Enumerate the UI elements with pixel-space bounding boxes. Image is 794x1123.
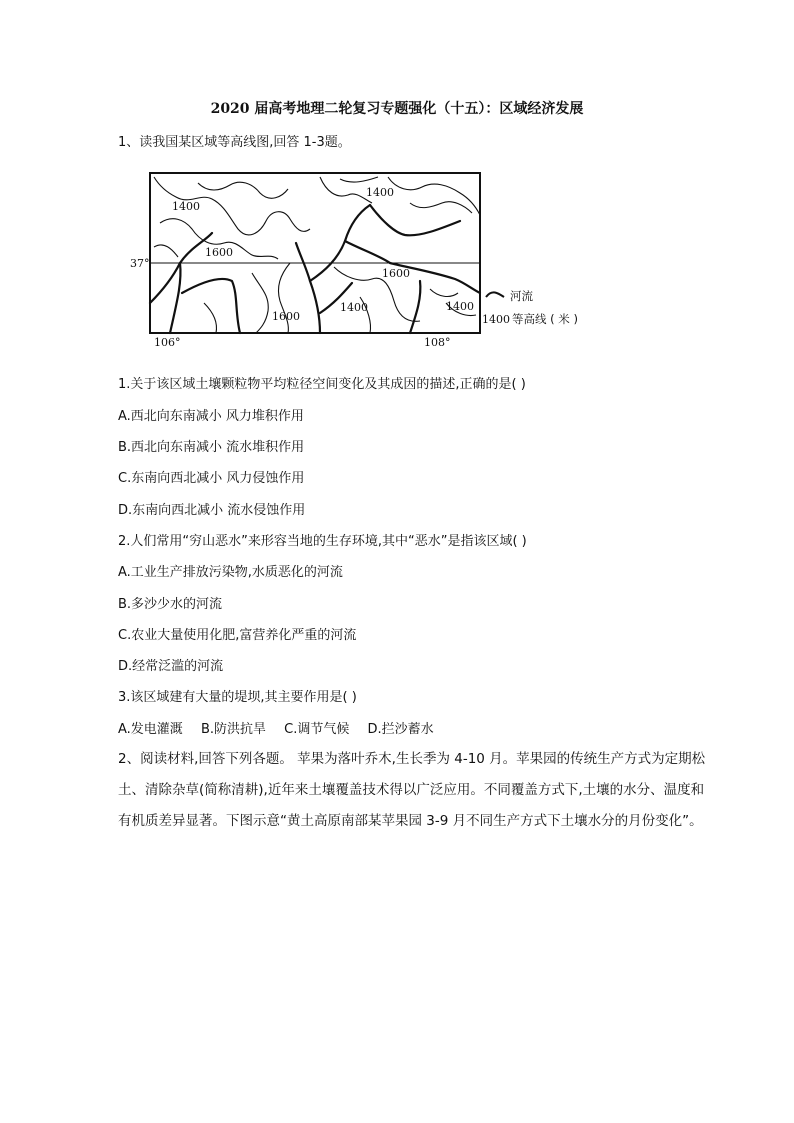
q2-option-a: A.工业生产排放污染物,水质恶化的河流 (118, 565, 343, 580)
contour-label: 1400 (366, 186, 394, 199)
q1-stem: 1.关于该区域土壤颗粒物平均粒径空间变化及其成因的描述,正确的是( ) (118, 377, 526, 392)
river-west-branch2 (182, 279, 240, 333)
q1-option-c: C.东南向西北减小 风力侵蚀作用 (118, 471, 305, 486)
latitude-label: 37° (130, 257, 150, 270)
contour-label: 1400 (340, 301, 368, 314)
q3-option-a: A.发电灌溉 (118, 722, 183, 737)
longitude-label: 108° (424, 336, 451, 349)
map-frame (150, 173, 480, 333)
legend-contour-label: 等高线 ( 米 ) (512, 312, 578, 326)
q2-option-d: D.经常泛滥的河流 (118, 659, 224, 674)
contour-map (120, 163, 600, 349)
q1-option-d: D.东南向西北减小 流水侵蚀作用 (118, 503, 306, 518)
longitude-label: 106° (154, 336, 181, 349)
q3-option-b: B.防洪抗旱 (200, 722, 267, 737)
question-intro: 1、读我国某区域等高线图,回答 1-3题。 (118, 135, 351, 150)
legend-contour-value: 1400 (482, 313, 510, 326)
contour-label: 1600 (205, 246, 233, 259)
river-east-branch (410, 281, 420, 333)
q1-option-a: A.西北向东南减小 风力堆积作用 (118, 409, 304, 424)
q2-option-b: B.多沙少水的河流 (118, 597, 223, 612)
q1-option-b: B.西北向东南减小 流水堆积作用 (118, 440, 305, 455)
legend-river-symbol (486, 292, 504, 297)
q2-stem: 2.人们常用“穷山恶水”来形容当地的生存环境,其中“恶水”是指该区域( ) (118, 534, 527, 549)
river-northeast (370, 205, 460, 235)
contour-label: 1400 (446, 300, 474, 313)
contour-label: 1600 (382, 267, 410, 280)
contour-label: 1400 (172, 200, 200, 213)
river-main-tributary2 (345, 241, 390, 263)
section-2-material: 2、阅读材料,回答下列各题。 苹果为落叶乔木,生长季为 4-10 月。苹果园的传统生产方式为定期松土、清除杂草(简称清耕),近年来土壤覆盖技术得以广泛应用。不同覆盖方式下,土壤的水分、温度和有机质差异显著。下图示意“黄土高原南部某苹果园 3-9 月不同生产方式下土壤水分的月份变化”。 (118, 751, 706, 829)
q3-option-c: C.调节气候 (284, 722, 350, 737)
q3-option-d: D.拦沙蓄水 (367, 722, 434, 737)
q3-options (118, 718, 448, 737)
river-main-tributary1 (310, 205, 370, 281)
q3-stem: 3.该区域建有大量的堤坝,其主要作用是( ) (118, 690, 357, 705)
q2-option-c: C.农业大量使用化肥,富营养化严重的河流 (118, 628, 357, 643)
page-title: 2020 届高考地理二轮复习专题强化（十五）：区域经济发展 (210, 101, 584, 117)
legend-river-label: 河流 (510, 289, 533, 303)
contour-label: 1600 (272, 310, 300, 323)
